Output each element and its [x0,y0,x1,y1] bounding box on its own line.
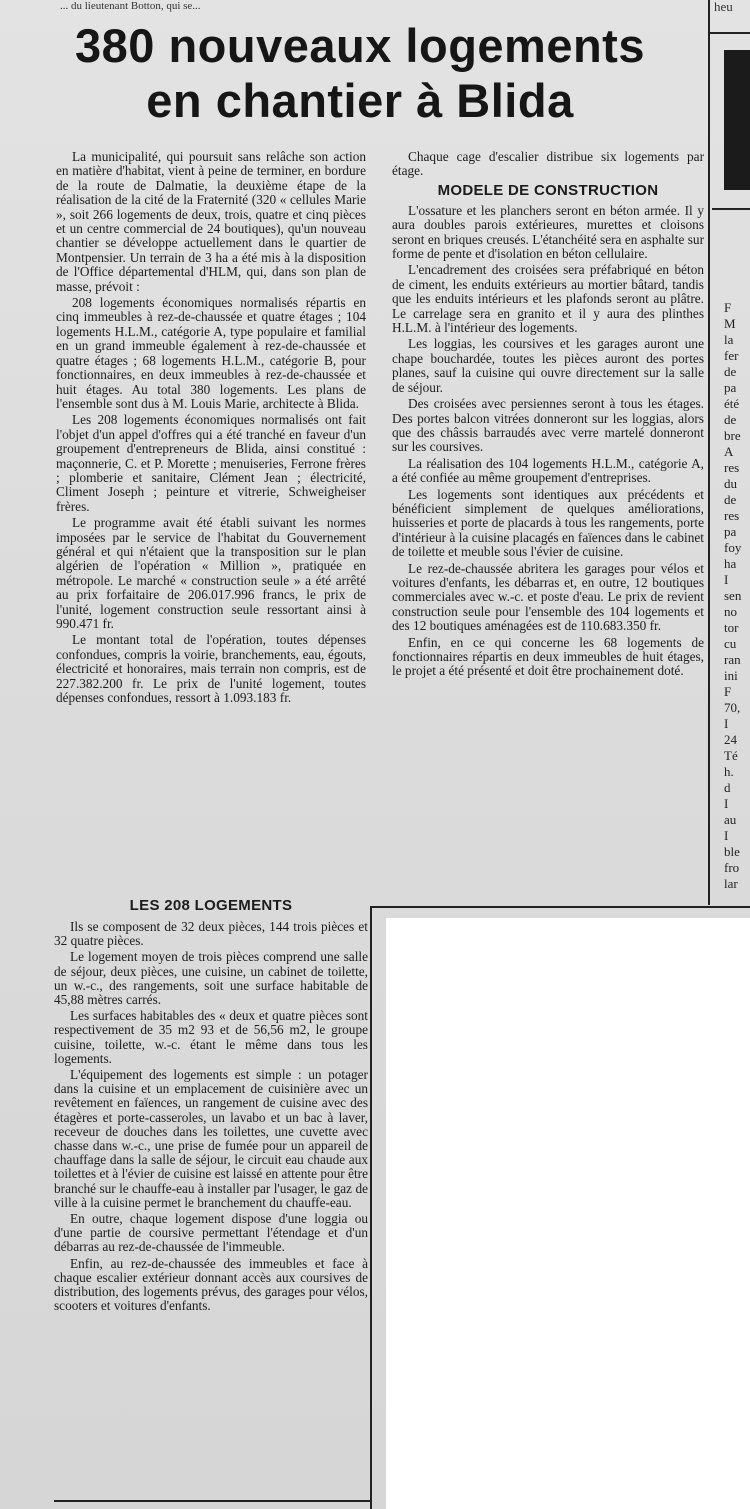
top-right-cut-text: heu [714,0,733,14]
paragraph: Les surfaces habitables des « deux et quatre pièces sont respectivement de 35 m2 93 et de 56,56 m2, le groupe cuisine, toilette, w.-c. étant le même dans tous les logements. [54,1008,368,1066]
fragment-line: du [724,476,737,491]
fragment-line: M [724,316,736,331]
fragment-line: no [724,604,737,619]
paragraph: La municipalité, qui poursuit sans relâche son action en matière d'habitat, vient à peine de terminer, en bordure de la route de Dalmatie, la deuxième étape de la réalisation de la cité de la Fraternité (320 « cellules Marie », soit 266 logements de deux, trois, quatre et cinq pièces et un centre commercial de 24 boutiques), qu'un nouveau chantier se développe actuellement dans le quartier de Montpensier. Un terrain de 3 ha a été mis à la disposition de l'Office départemental d'HLM, qui, dans son plan de masse, prévoit : [56,149,366,294]
paragraph: Des croisées avec persiennes seront à tous les étages. Des portes balcon vitrées donneront sur les loggias, alors que des châssis barraudés avec verre martelé donneront sur les coursives. [392,396,704,455]
paragraph: Le montant total de l'opération, toutes dépenses confondues, compris la voirie, branchements, eau, égouts, électricité et honoraires, mais terrain non compris, est de 227.382.200 fr. Le prix de l'unité logement, toutes dépenses confondues, ressort à 1.093.183 fr. [56,632,366,706]
fragment-line: tor [724,620,739,635]
paragraph: La réalisation des 104 logements H.L.M., catégorie A, a été confiée au même groupement d'entreprises. [392,455,704,486]
rule-right-mid [712,208,750,210]
adjacent-article-image [724,50,750,190]
blank-cutout-area [386,918,750,1509]
paragraph: L'équipement des logements est simple : un potager dans la cuisine et un emplacement de cuisinière avec un revêtement en faïences, un rangement de cuisine avec des étagères et porte-casseroles, un lavabo et un bac à laver, receveur de douches dans les toilettes, une cuvette avec chasse dans w.-c., une prise de fumée pour un appareil de chauffage dans la salle de séjour, le circuit eau chaude aux toilettes et à l'évier de cuisine est laissé en attente pour être branché sur le chauffe-eau à installer par l'usager, le gaz de ville à la cuisine permet le branchement du chauffe-eau. [54,1067,368,1210]
fragment-line: de [724,364,737,379]
fragment-line: pa [724,524,737,539]
fragment-line: foy [724,540,742,555]
bottom-left-column [54,920,368,1315]
headline-line-2: en chantier à Blida [146,74,574,127]
fragment-line: fer [724,348,739,363]
fragment-line: F [724,684,732,699]
subhead-208-logements: LES 208 LOGEMENTS [129,897,293,914]
fragment-line: I [724,828,729,843]
fragment-line: I [724,572,729,587]
paragraph: Ils se composent de 32 deux pièces, 144 trois pièces et 32 quatre pièces. [54,919,368,949]
fragment-line: ble [724,844,740,859]
fragment-line: 24 [724,732,737,747]
fragment-line: Té [724,748,738,763]
rule-page-bottom [54,1500,370,1502]
article-headline [20,18,700,128]
fragment-line: A [724,444,734,459]
paragraph: Le rez-de-chaussée abritera les garages pour vélos et voitures d'enfants, les débarras et, en outre, 12 boutiques commerciales avec w.-c. et poste d'eau. Le prix de revient construction seule pour l'ensemble des 104 logements et des 12 boutiques aménagées est de 110.683.350 fr. [392,560,704,634]
paragraph: L'encadrement des croisées sera préfabriqué en béton de ciment, les enduits extérieurs au mortier bâtard, tandis que les enduits intérieurs et les plafonds seront au plâtre. Le carrelage sera en granito et il y aura des plinthes H.L.M. à l'intérieur des logements. [392,262,704,336]
paragraph: L'ossature et les planchers seront en béton armée. Il y aura doubles parois extérieures, murettes et cloisons seront en briques creusés. L'étanchéité sera en asphalte sur forme de pente et d'isolation en béton cellulaire. [392,202,704,262]
rule-bottom-right [370,906,750,908]
fragment-line: d [724,780,731,795]
rule-right-top [710,32,750,34]
adjacent-column-fragments [724,300,750,892]
paragraph: En outre, chaque logement dispose d'une loggia ou d'une partie de coursive permettant l'étendage et d'un débarras au rez-de-chaussée de l'immeuble. [54,1211,368,1255]
fragment-line: res [724,460,740,475]
fragment-line: été [724,396,740,411]
fragment-line: 70, [724,700,741,715]
paragraph: Enfin, au rez-de-chaussée des immeubles et face à chaque escalier extérieur donnant accès aux coursives de distribution, des logements prévus, des garages pour vélos, scooters et voitures d'enfants. [54,1255,368,1314]
fragment-line: h. [724,764,734,779]
middle-column [392,150,704,681]
fragment-line: F [724,300,732,315]
paragraph: Chaque cage d'escalier distribue six logements par étage. [392,149,704,179]
fragment-line: la [724,332,734,347]
fragment-line: res [724,508,740,523]
fragment-line: ha [724,556,737,571]
fragment-line: ini [724,668,738,683]
fragment-line: lar [724,876,738,891]
paragraph: Le logement moyen de trois pièces comprend une salle de séjour, deux pièces, une cuisine, un cabinet de toilette, un w.-c., des rangements, soit une surface habitable de 45,88 mètres carrés. [54,949,368,1008]
headline-line-1: 380 nouveaux logements [75,19,645,72]
fragment-line: pa [724,380,737,395]
fragment-line: I [724,796,729,811]
fragment-line: ran [724,652,741,667]
paragraph: Les logements sont identiques aux précédents et bénéficient simplement de quelques améliorations, huisseries et porte de placards à tous les rangements, porte d'intérieur à la cuisine placagés en faïences dans le cabinet de toilette et meuble sous l'évier de cuisine. [392,486,704,560]
paragraph: Enfin, en ce qui concerne les 68 logements de fonctionnaires répartis en deux immeubles de huit étages, le projet a été présenté et doit être prochainement doté. [392,634,704,679]
fragment-line: de [724,492,737,507]
fragment-line: I [724,716,729,731]
column-rule-bottom [370,906,372,1509]
column-rule-right [708,0,710,905]
paragraph: Les loggias, les coursives et les garages auront une chape bouchardée, toutes les pièces auront des portes planes, sauf la cuisine qui ouvre directement sur la salle de séjour. [392,336,704,395]
fragment-line: sen [724,588,742,603]
top-cut-text: ... du lieutenant Botton, qui se... [60,0,201,12]
paragraph: 208 logements économiques normalisés répartis en cinq immeubles à rez-de-chaussée et quatre étages ; 104 logements H.L.M., catégorie A, type populaire et familial en un grand immeuble également à rez-de-chaussée et quatre étages ; 68 logements H.L.M., catégorie B, pour fonctionnaires, en deux immeubles à rez-de-chaussée et huit étages. Au total 380 logements. Les plans de l'ensemble sont dus à M. Louis Marie, architecte à Blida. [56,295,366,411]
paragraph: Les 208 logements économiques normalisés ont fait l'objet d'un appel d'offres qui a été tranché en faveur d'un groupement d'entrepreneurs de Blida, ainsi constitué : maçonnerie, C. et P. Morette ; menuiseries, Ferrone frères ; plomberie et sanitaire, Clément Jean ; électricité, Climent Joseph ; peinture et vitrerie, Schweigheiser frères. [56,412,366,514]
left-column [56,150,366,707]
subhead-modele-construction: MODELE DE CONSTRUCTION [437,181,659,199]
fragment-line: de [724,412,737,427]
paragraph: Le programme avait été établi suivant les normes imposées par le service de l'habitat du Gouvernement général et qui n'étaient que la transposition sur le plan algérien de l'opération « Million », pratiquée en métropole. Le marché « construction seule » a été arrêté au prix forfaitaire de 206.017.996 francs, le prix de l'unité, logement construction seule ressortant ainsi à 990.471 fr. [56,515,366,631]
fragment-line: bre [724,428,741,443]
fragment-line: fro [724,860,740,875]
fragment-line: cu [724,636,737,651]
fragment-line: au [724,812,737,827]
